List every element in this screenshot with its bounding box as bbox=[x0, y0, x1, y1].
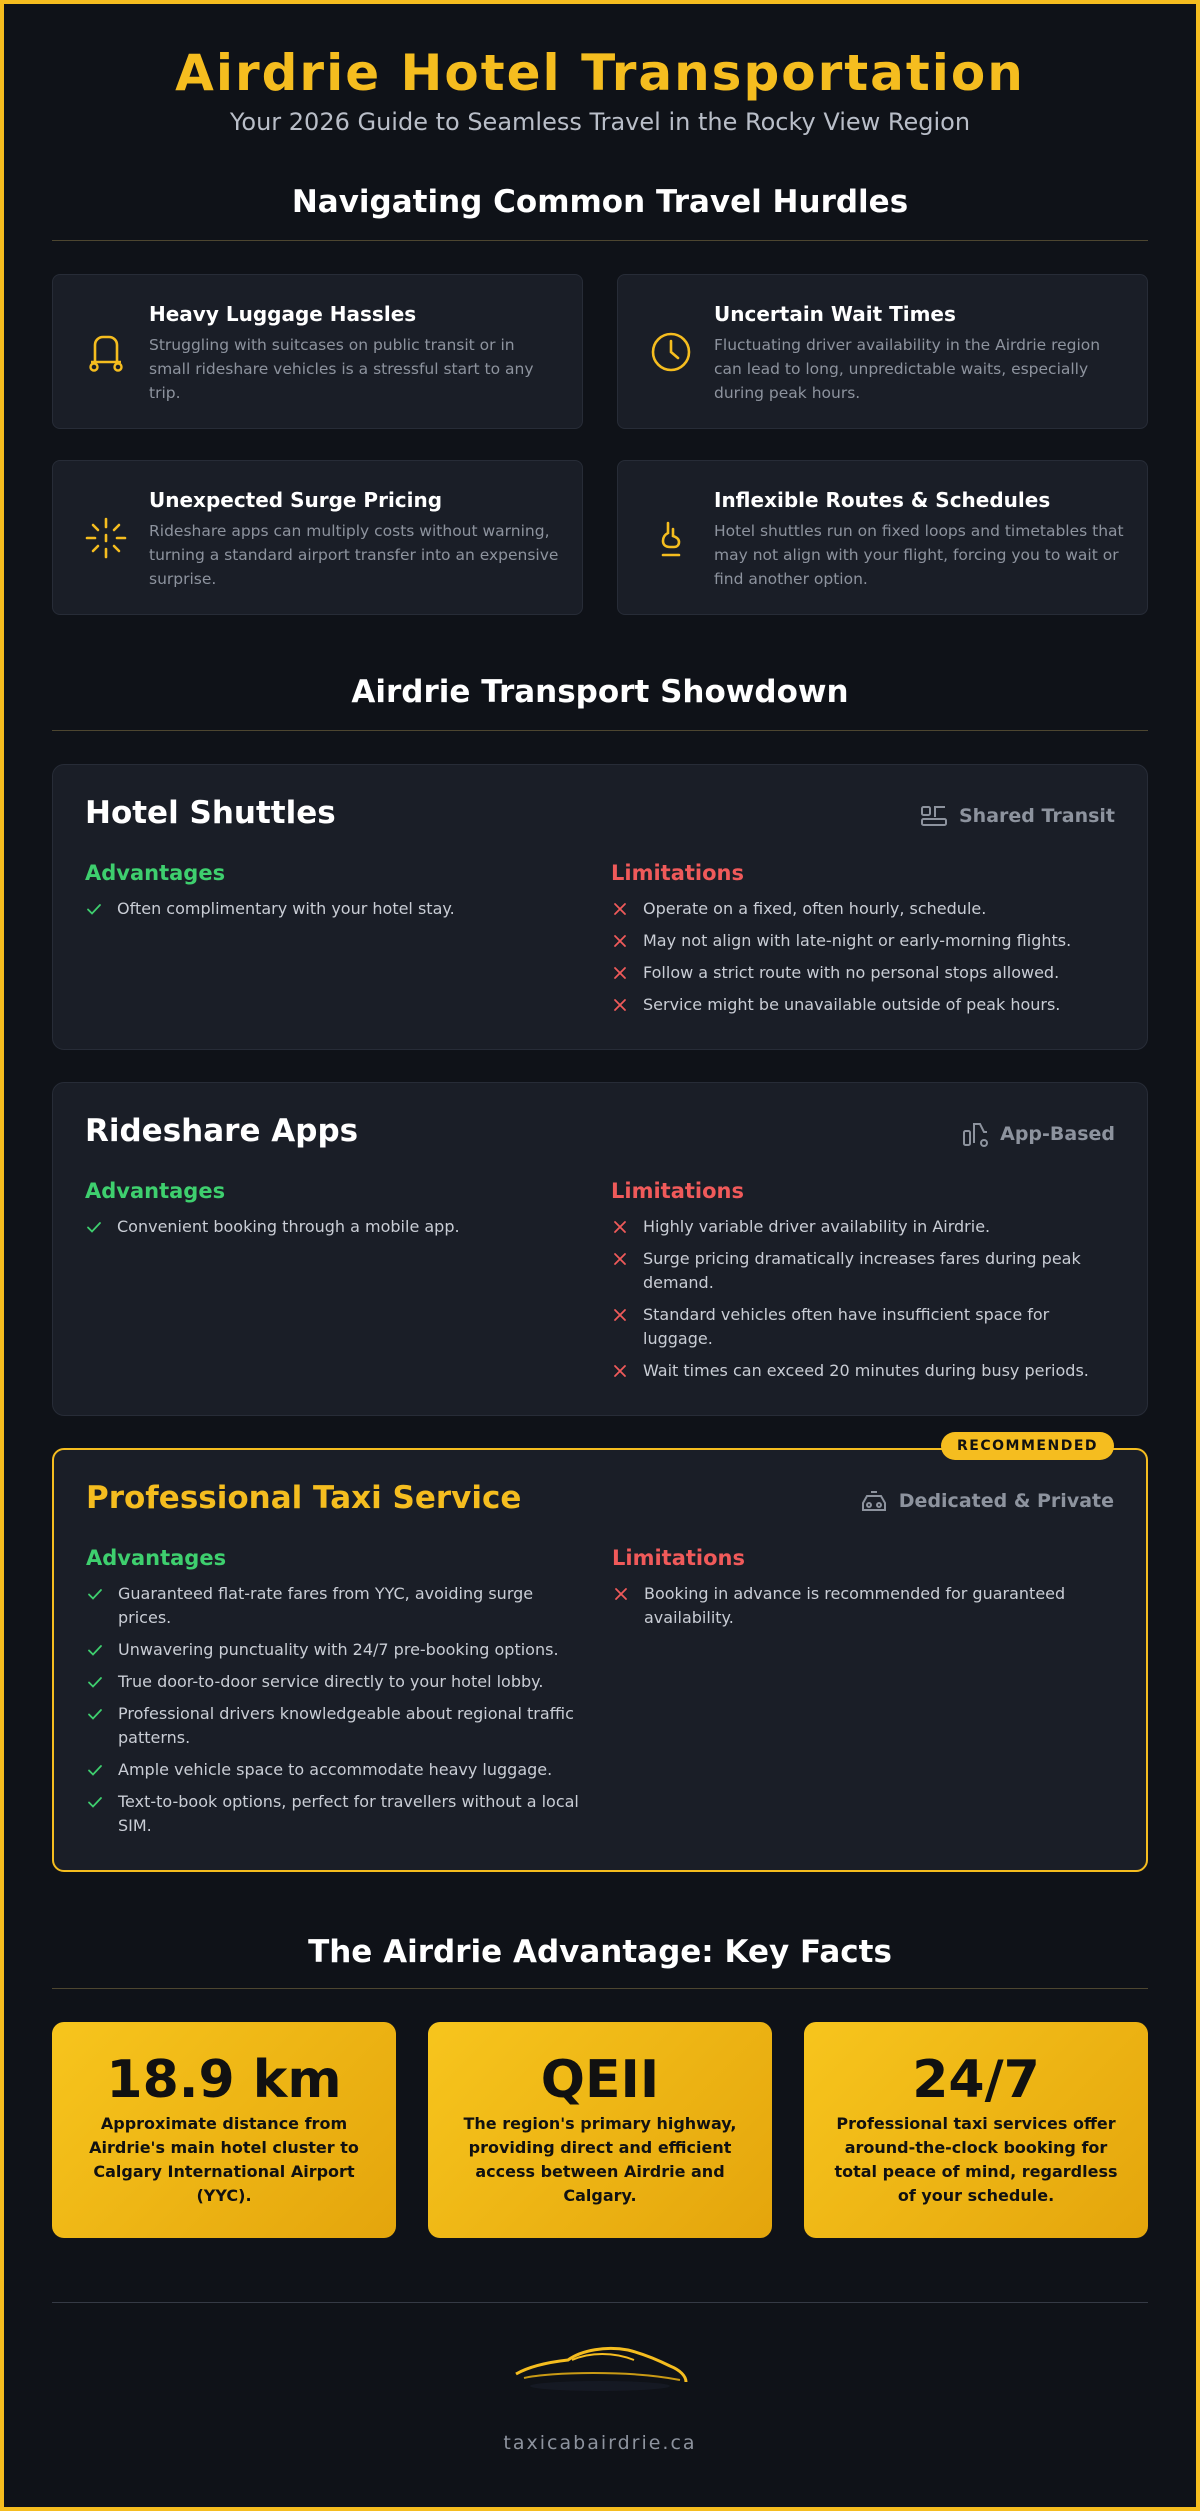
check-icon bbox=[86, 1761, 104, 1779]
hurdle-title: Heavy Luggage Hassles bbox=[149, 302, 417, 326]
card-title: Rideshare Apps bbox=[85, 1113, 359, 1149]
card-title: Hotel Shuttles bbox=[85, 795, 336, 831]
route-pin-icon bbox=[648, 515, 694, 561]
limitation-item bbox=[611, 1303, 1116, 1351]
item-text: Professional drivers knowledgeable about regional traffic patterns. bbox=[118, 1704, 574, 1747]
limitation-item bbox=[611, 1215, 1116, 1239]
shared-transit-icon bbox=[919, 801, 949, 831]
cross-icon bbox=[612, 1585, 630, 1603]
transport-card-shuttles bbox=[52, 764, 1148, 1050]
card-tag bbox=[960, 1119, 1115, 1149]
card-tag bbox=[919, 801, 1115, 831]
footer-divider bbox=[52, 2302, 1148, 2303]
cross-icon bbox=[611, 932, 629, 950]
clock-icon bbox=[648, 329, 694, 375]
item-text: May not align with late-night or early-morning flights. bbox=[643, 931, 1072, 950]
limitation-item bbox=[612, 1582, 1117, 1630]
advantage-item bbox=[86, 1670, 586, 1694]
advantage-item bbox=[86, 1758, 586, 1782]
fact-card-distance bbox=[52, 2022, 396, 2238]
section-divider bbox=[52, 730, 1148, 731]
advantages-list bbox=[86, 1582, 586, 1846]
limitation-item bbox=[611, 961, 1116, 985]
limitation-item bbox=[611, 1359, 1116, 1383]
cross-icon bbox=[611, 900, 629, 918]
limitations-heading: Limitations bbox=[611, 1179, 744, 1203]
item-text: Guaranteed flat-rate fares from YYC, avoiding surge prices. bbox=[118, 1584, 534, 1627]
hurdle-text: Fluctuating driver availability in the Airdrie region can lead to long, unpredictable waits, especially during peak hours. bbox=[714, 336, 1101, 402]
app-phone-icon bbox=[960, 1119, 990, 1149]
advantage-item bbox=[86, 1702, 586, 1750]
section-divider bbox=[52, 1988, 1148, 1989]
check-icon bbox=[86, 1705, 104, 1723]
fact-card-availability bbox=[804, 2022, 1148, 2238]
limitations-list bbox=[611, 897, 1116, 1025]
hurdle-title: Unexpected Surge Pricing bbox=[149, 488, 443, 512]
advantage-item bbox=[86, 1790, 586, 1838]
hurdle-card-routes bbox=[617, 460, 1148, 615]
taxi-icon bbox=[859, 1486, 889, 1516]
item-text: Ample vehicle space to accommodate heavy luggage. bbox=[118, 1760, 553, 1779]
advantages-list bbox=[85, 1215, 585, 1247]
item-text: Convenient booking through a mobile app. bbox=[117, 1217, 460, 1236]
showdown-heading: Airdrie Transport Showdown bbox=[351, 674, 849, 710]
car-logo-icon bbox=[510, 2332, 690, 2402]
surge-burst-icon bbox=[83, 515, 129, 561]
cross-icon bbox=[611, 996, 629, 1014]
item-text: Operate on a fixed, often hourly, schedule. bbox=[643, 899, 987, 918]
check-icon bbox=[86, 1793, 104, 1811]
hurdle-title: Inflexible Routes & Schedules bbox=[714, 488, 1051, 512]
advantage-item bbox=[85, 897, 585, 921]
luggage-cart-icon bbox=[83, 329, 129, 375]
advantage-item bbox=[86, 1638, 586, 1662]
fact-value: QEII bbox=[540, 2050, 660, 2110]
item-text: True door-to-door service directly to your hotel lobby. bbox=[118, 1672, 544, 1691]
item-text: Text-to-book options, perfect for travellers without a local SIM. bbox=[118, 1792, 579, 1835]
recommended-badge: RECOMMENDED bbox=[941, 1432, 1114, 1460]
limitations-heading: Limitations bbox=[611, 861, 744, 885]
advantage-item bbox=[85, 1215, 585, 1239]
item-text: Follow a strict route with no personal stops allowed. bbox=[643, 963, 1060, 982]
cross-icon bbox=[611, 964, 629, 982]
item-text: Wait times can exceed 20 minutes during busy periods. bbox=[643, 1361, 1089, 1380]
hurdle-title: Uncertain Wait Times bbox=[714, 302, 956, 326]
facts-heading: The Airdrie Advantage: Key Facts bbox=[308, 1934, 892, 1970]
limitation-item bbox=[611, 929, 1116, 953]
hurdle-card-luggage bbox=[52, 274, 583, 429]
card-tag-label: Dedicated & Private bbox=[898, 1490, 1114, 1512]
fact-text: Approximate distance from Airdrie's main hotel cluster to Calgary International Airport (YYC). bbox=[89, 2114, 359, 2205]
fact-card-highway bbox=[428, 2022, 772, 2238]
check-icon bbox=[86, 1641, 104, 1659]
advantage-item bbox=[86, 1582, 586, 1630]
fact-value: 18.9 km bbox=[106, 2050, 342, 2110]
hurdle-text: Hotel shuttles run on fixed loops and timetables that may not align with your flight, forcing you to wait or find another option. bbox=[714, 522, 1124, 588]
card-tag-label: App-Based bbox=[1000, 1123, 1115, 1145]
card-title: Professional Taxi Service bbox=[86, 1480, 522, 1516]
check-icon bbox=[85, 1218, 103, 1236]
advantages-list bbox=[85, 897, 585, 929]
limitation-item bbox=[611, 1247, 1116, 1295]
cross-icon bbox=[611, 1250, 629, 1268]
transport-card-rideshare bbox=[52, 1082, 1148, 1416]
hurdle-text: Rideshare apps can multiply costs without warning, turning a standard airport transfer into an expensive surprise. bbox=[149, 522, 559, 588]
limitations-list bbox=[611, 1215, 1116, 1391]
limitations-list bbox=[612, 1582, 1117, 1638]
check-icon bbox=[85, 900, 103, 918]
fact-text: Professional taxi services offer around-the-clock booking for total peace of mind, regardless of your schedule. bbox=[834, 2114, 1118, 2205]
card-tag bbox=[859, 1486, 1114, 1516]
item-text: Unwavering punctuality with 24/7 pre-booking options. bbox=[118, 1640, 559, 1659]
limitations-heading: Limitations bbox=[612, 1546, 745, 1570]
cross-icon bbox=[611, 1218, 629, 1236]
check-icon bbox=[86, 1585, 104, 1603]
hurdle-text: Struggling with suitcases on public transit or in small rideshare vehicles is a stressful start to any trip. bbox=[149, 336, 534, 402]
limitation-item bbox=[611, 993, 1116, 1017]
page-title: Airdrie Hotel Transportation bbox=[175, 44, 1025, 102]
advantages-heading: Advantages bbox=[85, 1179, 226, 1203]
card-tag-label: Shared Transit bbox=[959, 805, 1115, 827]
item-text: Often complimentary with your hotel stay. bbox=[117, 899, 455, 918]
fact-value: 24/7 bbox=[912, 2050, 1040, 2110]
section-divider bbox=[52, 240, 1148, 241]
fact-text: The region's primary highway, providing direct and efficient access between Airdrie and Calgary. bbox=[463, 2114, 737, 2205]
check-icon bbox=[86, 1673, 104, 1691]
item-text: Surge pricing dramatically increases fares during peak demand. bbox=[643, 1249, 1081, 1292]
transport-card-taxi bbox=[52, 1438, 1148, 1872]
hurdle-card-surge bbox=[52, 460, 583, 615]
item-text: Booking in advance is recommended for guaranteed availability. bbox=[644, 1584, 1066, 1627]
item-text: Service might be unavailable outside of peak hours. bbox=[643, 995, 1061, 1014]
cross-icon bbox=[611, 1362, 629, 1380]
cross-icon bbox=[611, 1306, 629, 1324]
limitation-item bbox=[611, 897, 1116, 921]
hurdles-heading: Navigating Common Travel Hurdles bbox=[291, 184, 909, 220]
footer-site-link[interactable]: taxicabairdrie.ca bbox=[503, 2432, 697, 2454]
hurdle-card-wait bbox=[617, 274, 1148, 429]
item-text: Highly variable driver availability in Airdrie. bbox=[643, 1217, 991, 1236]
item-text: Standard vehicles often have insufficient space for luggage. bbox=[643, 1305, 1050, 1348]
advantages-heading: Advantages bbox=[85, 861, 226, 885]
page-subtitle: Your 2026 Guide to Seamless Travel in the Rocky View Region bbox=[229, 108, 971, 136]
advantages-heading: Advantages bbox=[86, 1546, 227, 1570]
